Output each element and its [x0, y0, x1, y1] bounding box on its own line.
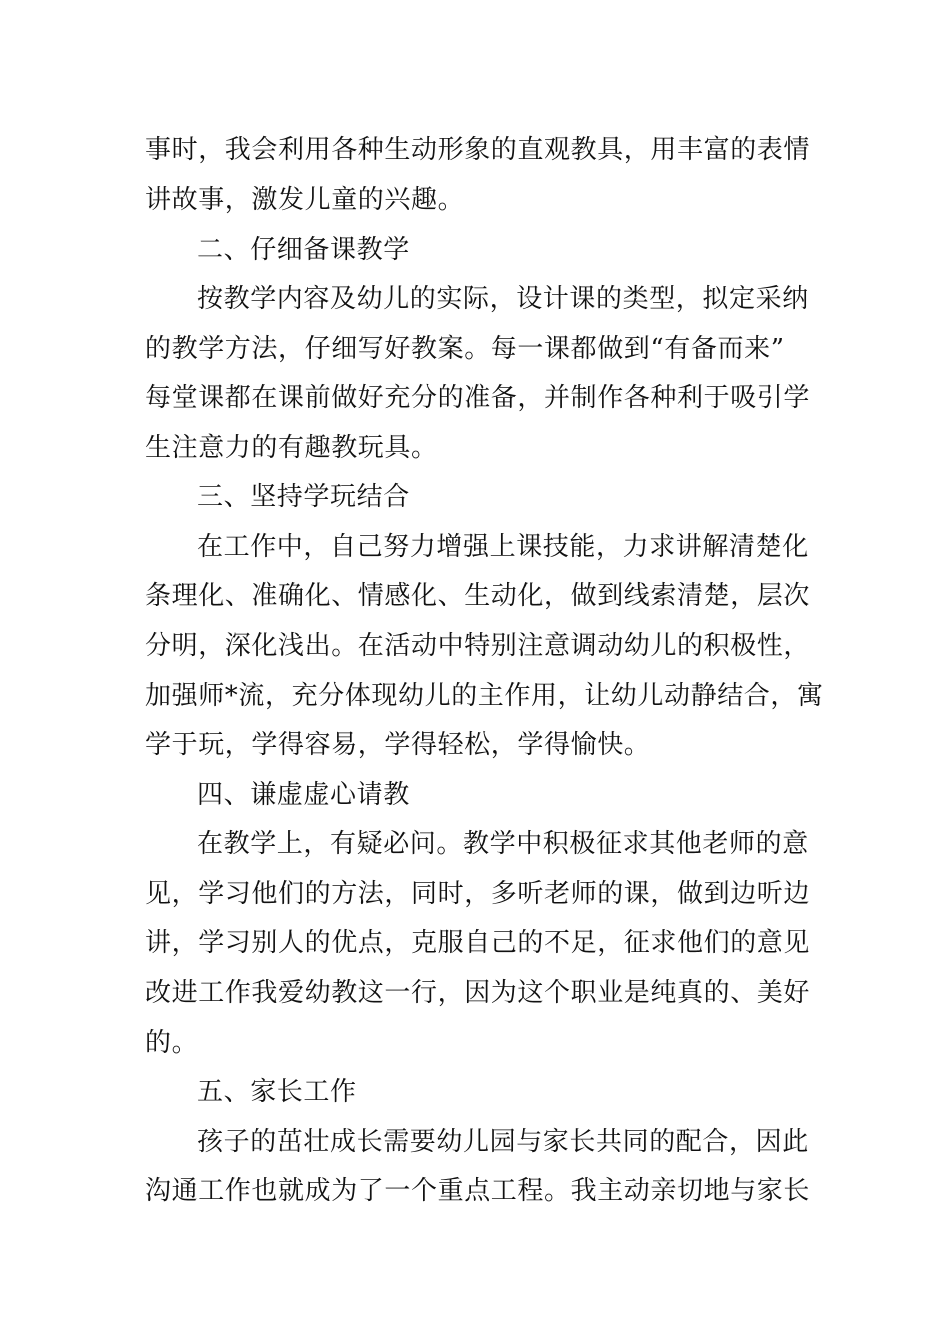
section-heading: 五、家长工作: [197, 1077, 357, 1107]
body-text-line: 按教学内容及幼儿的实际，设计课的类型，拟定采纳: [197, 284, 809, 314]
body-text-line: 的教学方法，仔细写好教案。每一课都做到“有备而来”: [145, 334, 785, 364]
body-text-line: 改进工作我爱幼教这一行，因为这个职业是纯真的、美好: [145, 978, 811, 1008]
body-text-line: 分明，深化浅出。在活动中特别注意调动幼儿的积极性，: [145, 631, 811, 661]
body-text-line: 见，学习他们的方法，同时，多听老师的课，做到边听边: [145, 879, 811, 909]
body-text-line: 孩子的茁壮成长需要幼儿园与家长共同的配合，因此: [197, 1127, 809, 1157]
body-text-line: 事时，我会利用各种生动形象的直观教具，用丰富的表情: [145, 135, 811, 165]
body-text-line: 讲，学习别人的优点，克服自己的不足，征求他们的意见: [145, 928, 811, 958]
body-text-line: 每堂课都在课前做好充分的准备，并制作各种利于吸引学: [145, 383, 811, 413]
section-heading: 四、谦虚虚心请教: [197, 780, 410, 810]
body-text-line: 条理化、准确化、情感化、生动化，做到线索清楚，层次: [145, 581, 811, 611]
body-text-line: 生注意力的有趣教玩具。: [145, 433, 438, 463]
section-heading: 三、坚持学玩结合: [197, 482, 410, 512]
body-text-line: 加强师*流，充分体现幼儿的主作用，让幼儿动静结合，寓: [145, 681, 824, 711]
body-text-line: 沟通工作也就成为了一个重点工程。我主动亲切地与家长: [145, 1176, 811, 1206]
body-text-line: 在工作中，自己努力增强上课技能，力求讲解清楚化: [197, 532, 809, 562]
body-text-line: 的。: [145, 1028, 199, 1058]
body-text-line: 讲故事，激发儿童的兴趣。: [145, 185, 465, 215]
section-heading: 二、仔细备课教学: [197, 235, 410, 265]
body-text-line: 学于玩，学得容易，学得轻松，学得愉快。: [145, 730, 651, 760]
body-text-line: 在教学上，有疑必问。教学中积极征求其他老师的意: [197, 829, 809, 859]
